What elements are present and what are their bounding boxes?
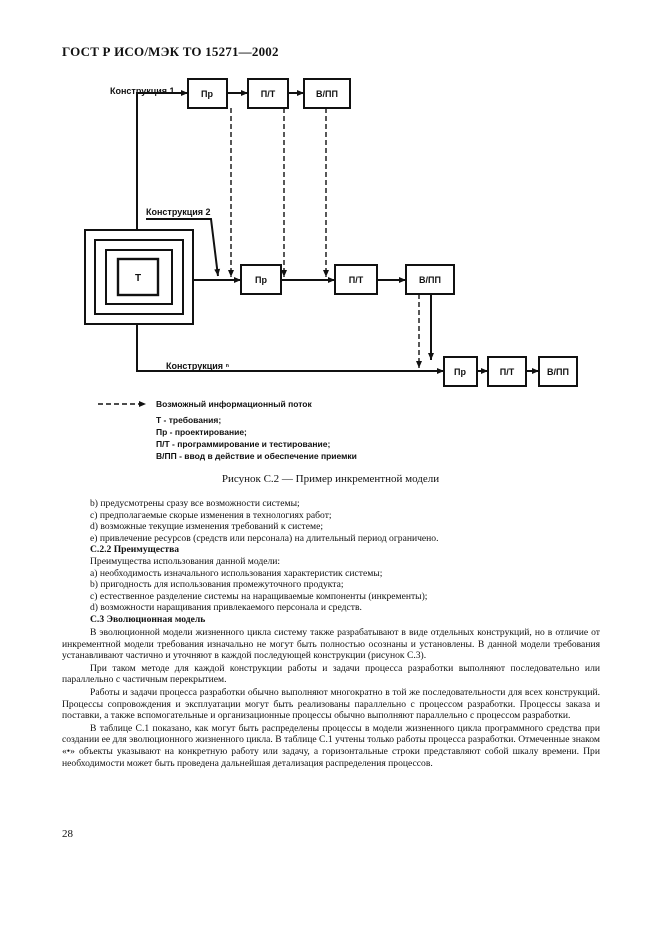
legend-list xyxy=(156,414,357,462)
build2-label: Конструкция 2 xyxy=(146,207,211,217)
build2-pr-label: Пр xyxy=(255,275,267,285)
buildn-vpp-label: В/ПП xyxy=(547,367,569,377)
section-heading: С.2.2 Преимущества xyxy=(90,544,180,556)
buildn-label: Конструкция ⁿ xyxy=(166,361,230,371)
list-item: e) привлечение ресурсов (средств или персонала) на длительный период ограничено. xyxy=(90,532,439,544)
section-heading: С.3 Эволюционная модель xyxy=(90,613,206,625)
list-item: b) предусмотрены сразу все возможности системы; xyxy=(90,498,300,509)
body-paragraphs xyxy=(62,627,600,769)
legend-item: В/ПП - ввод в действие и обеспечение приемки xyxy=(156,451,357,461)
legend-item: Пр - проектирование; xyxy=(156,427,247,437)
buildn-pt-label: П/Т xyxy=(499,367,515,377)
build1-pr-label: Пр xyxy=(201,89,213,99)
list-item: c) естественное разделение системы на наращиваемые компоненты (инкременты); xyxy=(90,590,428,602)
figure-caption: Рисунок С.2 — Пример инкрементной модели xyxy=(221,473,440,485)
build1-pt-label: П/Т xyxy=(260,89,276,99)
build1-label: Конструкция 1 xyxy=(110,86,175,96)
paragraph: При таком методе для каждой конструкции работы и задачи процесса разработки выполняют последовательно или параллельно с частичным перекрытием. xyxy=(62,662,600,686)
paragraph: Работы и задачи процесса разработки обычно выполняют многократно в той же последовательности для всех конструкций. Процессы сопровождения и эксплуатации могут быть реализованы параллельно с процессом разработки. Процессы заказа и поставки, а также вспомогательные и организационные процессы обычно выполняют параллельно с процессом разработки. xyxy=(62,686,600,722)
build2-pt-label: П/Т xyxy=(348,275,364,285)
buildn-pr-label: Пр xyxy=(454,367,466,377)
list-item: b) пригодность для использования промежуточного продукта; xyxy=(90,579,344,591)
page-number: 28 xyxy=(62,828,73,840)
document-header: ГОСТ Р ИСО/МЭК ТО 15271—2002 xyxy=(62,44,279,59)
list-item: d) возможные текущие изменения требований к системе; xyxy=(90,521,323,533)
paragraph: В эволюционной модели жизненного цикла систему также разрабатывают в виде отдельных конструкций, но в отличие от инкрементной модели требования изначально не могут быть полностью осознаны и установлены. В данной модели требования устанавливают частично и уточняют в каждой последующей конструкции (рисунок С.3). xyxy=(62,627,600,662)
legend-item: Т - требования; xyxy=(156,415,222,425)
legend-dashed-label: Возможный информационный поток xyxy=(156,399,312,409)
list-item: a) необходимость изначального использования характеристик системы; xyxy=(90,567,383,579)
legend-item: П/Т - программирование и тестирование; xyxy=(156,439,331,449)
section-intro: Преимущества использования данной модели: xyxy=(90,555,281,567)
build2-vpp-label: В/ПП xyxy=(419,275,441,285)
list-item: d) возможности наращивания привлекаемого персонала и средств. xyxy=(90,602,362,614)
build1-vpp-label: В/ПП xyxy=(316,89,338,99)
paragraph: В таблице С.1 показано, как могут быть распределены процессы в модели жизненного цикла программного средства при создании ее для эволюционного жизненного цикла. В таблице С.1 учтены только работы процесса разработки. Отмеченные знаком «•» объекты указывают на конкретную работу или задачу, а горизонтальные строки представляют собой шкалу времени. При необходимости может быть проведена дальнейшая детализация распределения процессов. xyxy=(62,722,600,769)
requirements-label: Т xyxy=(134,273,142,284)
list-item: c) предполагаемые скорые изменения в технологиях работ; xyxy=(90,509,332,521)
body-text xyxy=(90,498,600,626)
